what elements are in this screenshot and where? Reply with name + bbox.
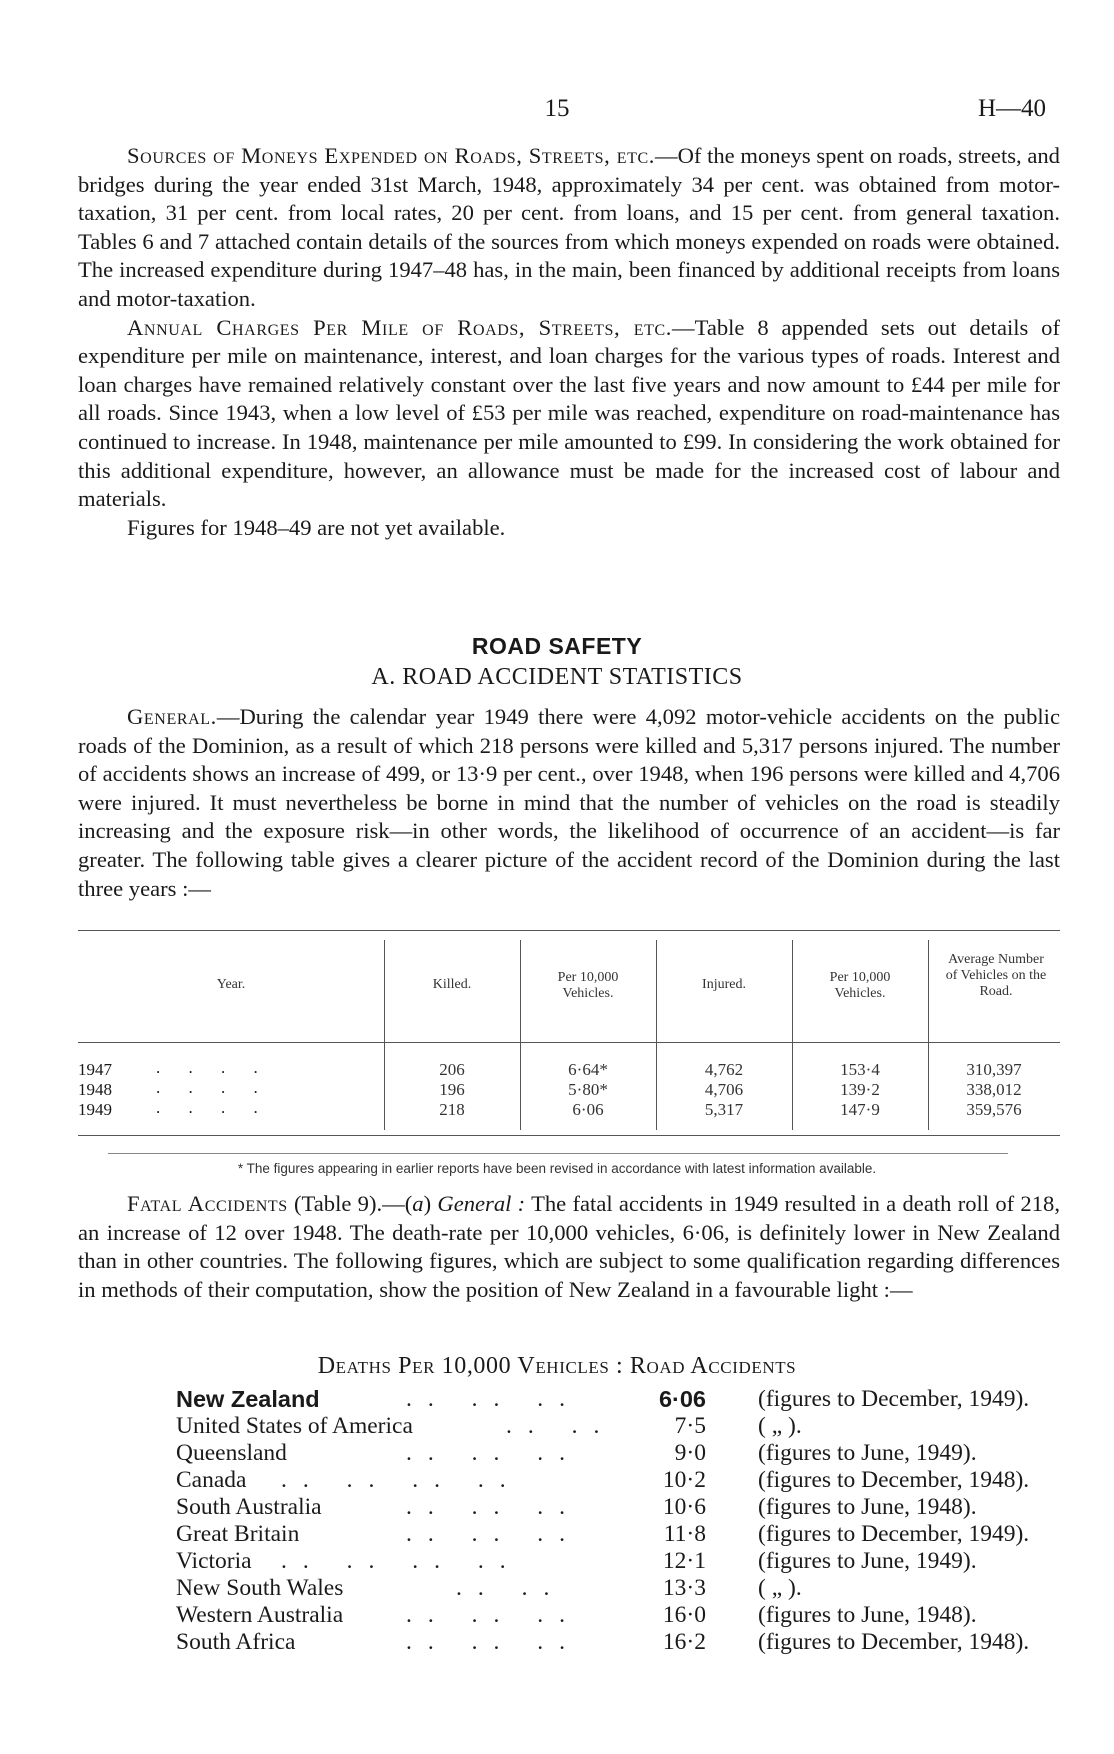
accident-table bbox=[78, 930, 1060, 1136]
list-item bbox=[176, 1412, 1076, 1440]
leader-dots: .. .. .. bbox=[406, 1629, 581, 1655]
period-note: (figures to June, 1949). bbox=[758, 1440, 977, 1466]
footnote-rule bbox=[108, 1153, 1008, 1154]
paragraph-general bbox=[78, 703, 1060, 903]
cell-average-vehicles: 338,012 bbox=[966, 1080, 1022, 1099]
leader-dots: .. .. bbox=[506, 1413, 616, 1439]
column-divider bbox=[384, 940, 385, 1130]
paragraph-body: The fatal accidents in 1949 resulted in a death roll of 218, an increase of 12 over 1948. The death-rate per 10,000 vehicles, 6·06, is definitely lower in New Zealand than in other countries. The following figures, which are subject to some qualification regarding differences in methods of their computation, show the position of New Zealand in a favourable light :— bbox=[78, 1191, 1060, 1302]
paragraph-annual-charges bbox=[78, 314, 1060, 514]
cell-average-vehicles: 310,397 bbox=[966, 1060, 1022, 1079]
column-divider bbox=[792, 940, 793, 1130]
leader-dots: . . . . bbox=[156, 1058, 270, 1077]
cell-injured: 5,317 bbox=[704, 1100, 744, 1119]
country-name: Great Britain bbox=[176, 1521, 300, 1547]
cell-killed-rate: 6·64* bbox=[568, 1060, 608, 1079]
page-number: 15 bbox=[544, 95, 570, 122]
period-note: ( „ ). bbox=[758, 1413, 802, 1439]
table-footnote: * The figures appearing in earlier reports have been revised in accordance with latest information available. bbox=[237, 1161, 877, 1176]
cell-injured: 4,706 bbox=[704, 1080, 744, 1099]
paragraph-sources bbox=[78, 142, 1060, 314]
list-item bbox=[176, 1547, 1076, 1575]
cell-injured-rate: 147·9 bbox=[840, 1100, 880, 1119]
leader-dots: .. .. .. bbox=[406, 1440, 581, 1466]
country-name: South Africa bbox=[176, 1629, 296, 1655]
body-text-top bbox=[78, 142, 1060, 542]
leader-dots: .. .. .. bbox=[406, 1521, 581, 1547]
cell-injured: 4,762 bbox=[704, 1060, 744, 1079]
list-item bbox=[176, 1601, 1076, 1629]
period-note: (figures to June, 1948). bbox=[758, 1602, 977, 1628]
cell-year: 1947 bbox=[78, 1060, 112, 1079]
paragraph-italic: a bbox=[412, 1191, 424, 1216]
column-divider bbox=[928, 940, 929, 1130]
subsection-title: A. ROAD ACCIDENT STATISTICS bbox=[371, 664, 743, 690]
document-reference: H—40 bbox=[977, 95, 1046, 122]
period-note: (figures to December, 1949). bbox=[758, 1386, 1030, 1412]
country-name: United States of America bbox=[176, 1413, 413, 1439]
header-year: Year. bbox=[216, 977, 246, 992]
leader-dots: .. .. .. .. bbox=[281, 1467, 522, 1493]
paragraph-lead: Sources of Moneys Expended on Roads, Streets, etc. bbox=[127, 143, 655, 168]
leader-dots: .. .. .. bbox=[406, 1602, 581, 1628]
paragraph-body: —Table 8 appended sets out details of expenditure per mile on maintenance, interest, and loan charges for the various types of roads. Interest and loan charges have remained relatively constant over the last five years and now amount to £44 per mile for all roads. Since 1943, when a low level of £53 per mile was reached, expenditure on road-maintenance has continued to increase. In 1948, maintenance per mile amounted to £99. In considering the work obtained for this additional expenditure, however, an allowance must be made for the increased cost of labour and materials. bbox=[78, 314, 1060, 512]
deaths-list-title: Deaths Per 10,000 Vehicles : Road Accidents bbox=[317, 1353, 797, 1379]
cell-killed: 196 bbox=[439, 1080, 465, 1099]
death-rate: 16·0 bbox=[662, 1602, 706, 1628]
list-item bbox=[176, 1493, 1076, 1521]
paragraph-fatal-accidents bbox=[78, 1190, 1060, 1304]
cell-killed: 206 bbox=[439, 1060, 465, 1079]
header-killed: Killed. bbox=[432, 977, 472, 992]
death-rate: 10·2 bbox=[662, 1467, 706, 1493]
period-note: (figures to June, 1949). bbox=[758, 1548, 977, 1574]
death-rate: 11·8 bbox=[663, 1521, 706, 1547]
country-name: Queensland bbox=[176, 1440, 287, 1466]
death-rate: 12·1 bbox=[662, 1548, 706, 1574]
country-name: South Australia bbox=[176, 1494, 322, 1520]
list-item bbox=[176, 1385, 1076, 1413]
body-text-fatal bbox=[78, 1190, 1060, 1304]
header-injured: Injured. bbox=[702, 977, 746, 992]
period-note: (figures to December, 1949). bbox=[758, 1521, 1030, 1547]
paragraph-italic: General : bbox=[437, 1191, 526, 1216]
paragraph-body: ) bbox=[423, 1191, 438, 1216]
country-name: New Zealand bbox=[176, 1386, 320, 1412]
paragraph-lead: Annual Charges Per Mile of Roads, Streets, etc. bbox=[127, 314, 673, 340]
death-rate: 9·0 bbox=[674, 1440, 706, 1466]
country-name: Western Australia bbox=[176, 1602, 344, 1628]
column-divider bbox=[656, 940, 657, 1130]
paragraph-body: (Table 9).—( bbox=[287, 1191, 413, 1216]
leader-dots: . . . . bbox=[156, 1078, 270, 1097]
section-title: ROAD SAFETY bbox=[471, 633, 643, 659]
country-name: New South Wales bbox=[176, 1575, 344, 1601]
body-text-general bbox=[78, 703, 1060, 903]
leader-dots: .. .. .. bbox=[406, 1494, 581, 1520]
country-name: Canada bbox=[176, 1467, 247, 1493]
list-item bbox=[176, 1439, 1076, 1467]
paragraph-figures-note bbox=[78, 514, 1060, 543]
period-note: (figures to June, 1948). bbox=[758, 1494, 977, 1520]
cell-year: 1949 bbox=[78, 1100, 112, 1119]
period-note: (figures to December, 1948). bbox=[758, 1629, 1030, 1655]
country-name: Victoria bbox=[176, 1548, 252, 1574]
cell-killed: 218 bbox=[439, 1100, 465, 1119]
paragraph-lead: Fatal Accidents bbox=[127, 1191, 288, 1216]
table-rule bbox=[78, 1135, 1060, 1136]
cell-injured-rate: 153·4 bbox=[840, 1060, 880, 1079]
paragraph-body: Figures for 1948–49 are not yet available. bbox=[127, 514, 506, 540]
death-rate: 7·5 bbox=[674, 1413, 706, 1439]
list-item bbox=[176, 1466, 1076, 1494]
table-rule bbox=[78, 1042, 1060, 1043]
list-item bbox=[176, 1628, 1076, 1656]
list-item bbox=[176, 1520, 1076, 1548]
list-item bbox=[176, 1574, 1076, 1602]
death-rate: 10·6 bbox=[662, 1494, 706, 1520]
paragraph-body: —Of the moneys spent on roads, streets, and bridges during the year ended 31st March, 1948, approximately 34 per cent. was obtained from motor-taxation, 31 per cent. from local rates, 20 per cent. from loans, and 15 per cent. from general taxation. Tables 6 and 7 attached contain details of the sources from which moneys expended on roads were obtained. The increased expenditure during 1947–48 has, in the main, been financed by additional receipts from loans and motor-taxation. bbox=[78, 143, 1060, 311]
cell-year: 1948 bbox=[78, 1080, 112, 1099]
leader-dots: .. .. .. bbox=[406, 1386, 581, 1412]
leader-dots: .. .. .. .. bbox=[281, 1548, 522, 1574]
death-rate: 13·3 bbox=[662, 1575, 706, 1601]
header-killed-rate: Per 10,000 Vehicles. bbox=[557, 970, 619, 1001]
cell-killed-rate: 6·06 bbox=[572, 1100, 604, 1119]
header-average-vehicles: Average Number of Vehicles on the Road. bbox=[945, 952, 1047, 999]
cell-injured-rate: 139·2 bbox=[840, 1080, 880, 1099]
period-note: ( „ ). bbox=[758, 1575, 802, 1601]
death-rate: 6·06 bbox=[658, 1386, 706, 1412]
header-injured-rate: Per 10,000 Vehicles. bbox=[829, 970, 891, 1001]
death-rate: 16·2 bbox=[662, 1629, 706, 1655]
paragraph-body: —During the calendar year 1949 there were 4,092 motor-vehicle accidents on the public roads of the Dominion, as a result of which 218 persons were killed and 5,317 persons injured. The number of accidents shows an increase of 499, or 13·9 per cent., over 1948, when 196 persons were killed and 4,706 were injured. It must nevertheless be borne in mind that the number of vehicles on the road is steadily increasing and the exposure risk—in other words, the likelihood of occurrence of an accident—is far greater. The following table gives a clearer picture of the accident record of the Dominion during the last three years :— bbox=[78, 704, 1060, 901]
paragraph-lead: General. bbox=[127, 704, 217, 729]
leader-dots: . . . . bbox=[156, 1098, 270, 1117]
cell-killed-rate: 5·80* bbox=[568, 1080, 608, 1099]
leader-dots: .. .. bbox=[456, 1575, 566, 1601]
cell-average-vehicles: 359,576 bbox=[966, 1100, 1022, 1119]
column-divider bbox=[520, 940, 521, 1130]
period-note: (figures to December, 1948). bbox=[758, 1467, 1030, 1493]
table-rule bbox=[78, 930, 1060, 931]
